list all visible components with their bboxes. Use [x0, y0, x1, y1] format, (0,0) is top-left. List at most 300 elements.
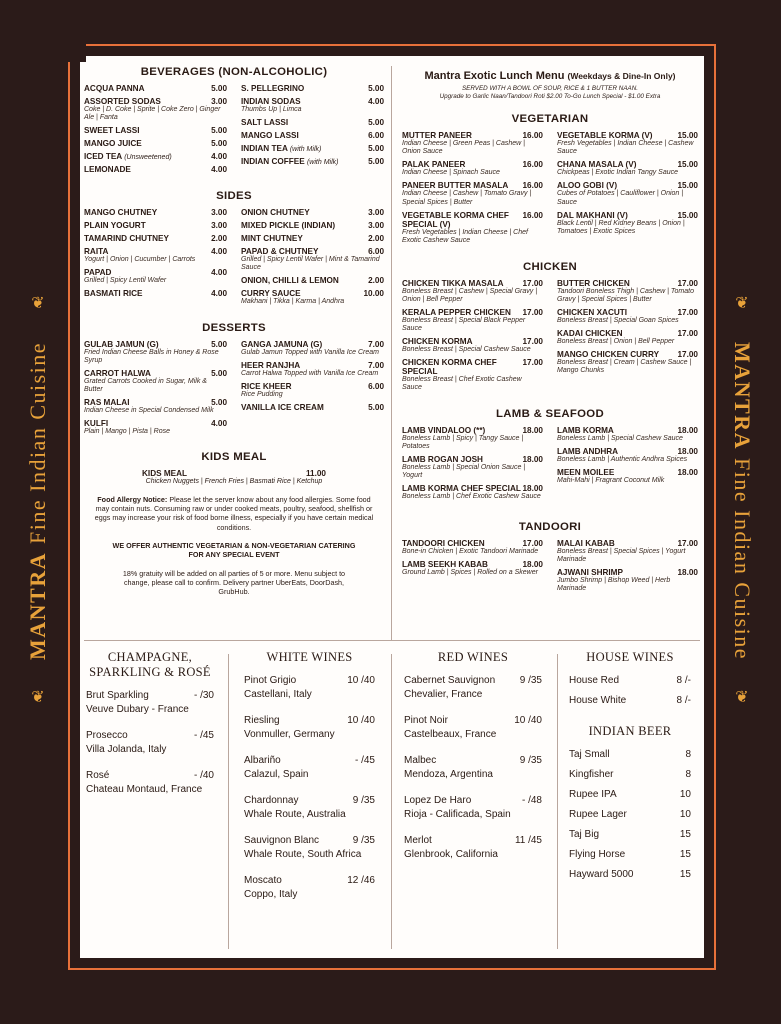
- drink-name: House White: [569, 695, 627, 706]
- wine-origin: Chateau Montaud, France: [86, 784, 203, 795]
- menu-item-price: 18.00: [677, 568, 698, 578]
- menu-item-price: 5.00: [368, 157, 384, 167]
- menu-item-price: 5.00: [368, 403, 384, 413]
- drink-name: Flying Horse: [569, 849, 626, 860]
- champagne-heading: CHAMPAGNE, SPARKLING & ROSÉ: [89, 650, 211, 679]
- vegetarian-heading: VEGETARIAN: [511, 113, 589, 126]
- menu-item-row: [241, 131, 384, 140]
- drink-price: 10: [679, 789, 691, 800]
- wine-name: Brut Sparkling: [86, 690, 149, 701]
- menu-item: [557, 568, 698, 593]
- drink-row: [569, 849, 691, 860]
- drink-name: Taj Big: [569, 829, 600, 840]
- menu-item-name: SWEET LASSI: [84, 126, 140, 136]
- menu-item: [84, 152, 227, 161]
- wine-divider: [391, 654, 392, 949]
- menu-item-row: [84, 369, 227, 378]
- wine-row: [244, 675, 375, 686]
- menu-item: [241, 247, 384, 272]
- menu-item-desc: Coke | D. Coke | Sprite | Coke Zero | Ginger Ale | Fanta: [84, 106, 221, 122]
- menu-item-row: [402, 484, 543, 493]
- tandoori-heading: TANDOORI: [518, 521, 582, 534]
- menu-item-row: [241, 247, 384, 256]
- menu-item-name: BASMATI RICE: [84, 289, 143, 299]
- menu-item: [402, 455, 543, 480]
- wine-name: Pinot Grigio: [244, 675, 297, 686]
- menu-item: [84, 268, 227, 285]
- side-banner-left: [18, 296, 58, 706]
- drink-row: [569, 675, 691, 686]
- menu-item-desc: Boneless Breast | Cashew | Special Gravy | Onion | Bell Pepper: [402, 287, 538, 303]
- kids-item-desc: Chicken Nuggets | French Fries | Basmati Rice | Ketchup: [145, 477, 323, 485]
- menu-item-price: 17.00: [522, 336, 543, 346]
- drink-price: 8 /-: [676, 675, 691, 686]
- menu-item-name: LEMONADE: [84, 165, 131, 175]
- menu-item-name: CHICKEN KORMA: [402, 336, 473, 346]
- wine-item: [244, 795, 375, 820]
- wine-row: [86, 770, 214, 781]
- menu-item-price: 15.00: [677, 160, 698, 170]
- drink-price: 8 /-: [676, 695, 691, 706]
- menu-item-name: CURRY SAUCE: [241, 289, 301, 299]
- menu-item: [402, 426, 543, 451]
- wine-origin: Chevalier, France: [404, 689, 483, 700]
- white-wines-section: [244, 650, 375, 915]
- menu-item-price: 5.00: [368, 118, 384, 128]
- menu-item-name: RAS MALAI: [84, 398, 130, 408]
- drink-name: Kingfisher: [569, 769, 614, 780]
- menu-item: [402, 308, 543, 333]
- wine-name: Lopez De Haro: [404, 795, 472, 806]
- menu-item-desc: Yogurt | Onion | Cucumber | Carrots: [84, 256, 196, 264]
- menu-item: [84, 84, 227, 93]
- menu-item: [402, 181, 543, 206]
- menu-item-name: PAPAD & CHUTNEY: [241, 247, 319, 257]
- menu-item-desc: Chickpeas | Exotic Indian Tangy Sauce: [557, 169, 679, 177]
- menu-item-price: 4.00: [211, 165, 227, 175]
- menu-item-desc: Plain | Mango | Pista | Rose: [84, 428, 170, 436]
- menu-item-desc: Boneless Lamb | Authentic Andhra Spices: [557, 456, 688, 464]
- menu-item-name: CHICKEN KORMA CHEF SPECIAL: [402, 357, 497, 376]
- wine-origin: Rioja - Calificada, Spain: [404, 809, 511, 820]
- drink-name: Rupee IPA: [569, 789, 617, 800]
- menu-item-desc: Grated Carrots Cooked in Sugar, Milk & Butter: [84, 378, 207, 394]
- menu-item: [557, 350, 698, 375]
- menu-item: [402, 560, 543, 577]
- menu-item: [241, 118, 384, 127]
- menu-item: [84, 340, 227, 365]
- menu-item: [557, 447, 698, 464]
- menu-item-row: [84, 208, 227, 217]
- wine-origin: Calazul, Spain: [244, 769, 309, 780]
- menu-item: [402, 337, 543, 354]
- menu-item-row: [84, 152, 227, 161]
- drink-row: [569, 769, 691, 780]
- drink-row: [569, 809, 691, 820]
- menu-item-price: 17.00: [677, 349, 698, 359]
- menu-item: [557, 468, 698, 485]
- wine-row: [404, 675, 542, 686]
- menu-item-price: 4.00: [211, 152, 227, 162]
- champagne-section: [86, 650, 214, 810]
- wine-item: [244, 755, 375, 780]
- menu-item: [84, 97, 227, 122]
- menu-item-name: SALT LASSI: [241, 118, 289, 128]
- menu-item-price: 4.00: [211, 289, 227, 299]
- menu-item-desc: Ground Lamb | Spices | Rolled on a Skewer: [402, 569, 538, 577]
- menu-item-row: [241, 118, 384, 127]
- menu-item-row: [241, 84, 384, 93]
- menu-item-price: 3.00: [368, 221, 384, 231]
- menu-item-note: (with Milk): [306, 159, 339, 167]
- wine-origin: Castellani, Italy: [244, 689, 312, 700]
- menu-item-price: 18.00: [677, 468, 698, 478]
- menu-item-desc: Boneless Lamb | Special Cashew Sauce: [557, 435, 683, 442]
- menu-item-row: [84, 139, 227, 148]
- kids-heading: KIDS MEAL: [201, 450, 267, 463]
- menu-item-price: 17.00: [677, 278, 698, 288]
- menu-item-price: 15.00: [677, 131, 698, 141]
- menu-item-price: 6.00: [368, 247, 384, 257]
- menu-item-name: CARROT HALWA: [84, 369, 151, 379]
- menu-item-name: PALAK PANEER: [402, 160, 466, 170]
- gratuity-notice: 18% gratuity will be added on all parties of 5 or more. Menu subject to change, please call to confirm. Delivery partner UberEats, DoorDash, GrubHub.: [122, 568, 346, 597]
- menu-item-price: 17.00: [677, 539, 698, 549]
- kids-item-name: KIDS MEAL: [142, 468, 188, 478]
- wine-price: 11 /45: [514, 835, 542, 846]
- menu-item-price: 3.00: [211, 97, 227, 106]
- menu-item: [241, 144, 384, 153]
- menu-item-row: [84, 84, 227, 93]
- menu-item-price: 5.00: [211, 84, 227, 93]
- menu-item-name: RAITA: [84, 247, 109, 257]
- menu-item-row: [241, 361, 384, 370]
- menu-item-name: INDIAN TEA: [241, 144, 288, 154]
- menu-item: [241, 340, 384, 357]
- wine-price: - /45: [354, 755, 375, 766]
- menu-item-price: 5.00: [211, 369, 227, 379]
- menu-item: [557, 308, 698, 325]
- wine-item: [86, 690, 214, 715]
- menu-item-desc: Boneless Lamb | Chef Exotic Cashew Sauce: [402, 493, 541, 501]
- menu-item-name: LAMB ANDHRA: [557, 447, 619, 457]
- menu-item-price: 2.00: [211, 234, 227, 244]
- wine-item: [244, 715, 375, 740]
- menu-item: [402, 160, 543, 177]
- menu-item: [402, 358, 543, 392]
- menu-item-name: VEGETABLE KORMA CHEF SPECIAL (V): [402, 210, 509, 229]
- menu-item-desc: Fresh Vegetables | Indian Cheese | Chef Exotic Cashew Sauce: [402, 228, 528, 244]
- menu-item-title: [84, 152, 172, 161]
- menu-item-name: PANEER BUTTER MASALA: [402, 181, 509, 191]
- menu-item: [84, 369, 227, 394]
- menu-item-price: 7.00: [368, 340, 384, 350]
- menu-item-name: ICED TEA: [84, 152, 122, 162]
- menu-item-name: TANDOORI CHICKEN: [402, 539, 485, 549]
- wine-name: Prosecco: [86, 730, 128, 741]
- wine-item: [244, 875, 375, 900]
- menu-item-desc: Fresh Vegetables | Indian Cheese | Cashew Sauce: [557, 140, 694, 156]
- kids-item-price: 11.00: [305, 468, 326, 478]
- menu-item-desc: Black Lentil | Red Kidney Beans | Onion | Tomatoes | Exotic Spices: [557, 219, 685, 235]
- menu-item: [241, 234, 384, 243]
- menu-item-row: [557, 447, 698, 456]
- menu-item-row: [241, 340, 384, 349]
- menu-item-desc: Gulab Jamun Topped with Vanilla Ice Cream: [241, 349, 380, 357]
- menu-item: [241, 403, 384, 412]
- red-wines-section: [404, 650, 542, 875]
- menu-item-price: 3.00: [368, 208, 384, 218]
- menu-item-desc: Boneless Lamb | Spicy | Tangy Sauce | Potatoes: [402, 435, 524, 451]
- menu-item: [241, 361, 384, 378]
- menu-item-row: [557, 350, 698, 359]
- menu-item-row: [84, 221, 227, 230]
- menu-item-desc: Indian Cheese | Cashew | Tomato Gravy | Special Spices | Butter: [402, 190, 532, 206]
- drink-price: 8: [685, 749, 691, 760]
- wine-row: [244, 715, 375, 726]
- menu-item-row: [241, 276, 384, 285]
- menu-item-price: 18.00: [522, 455, 543, 465]
- wine-divider: [557, 654, 558, 949]
- menu-item: [84, 165, 227, 174]
- menu-item: [241, 84, 384, 93]
- menu-item-row: [557, 308, 698, 317]
- drink-row: [569, 829, 691, 840]
- menu-item-name: MEEN MOILEE: [557, 468, 615, 478]
- drink-price: 15: [679, 869, 691, 880]
- menu-item-name: KERALA PEPPER CHICKEN: [402, 307, 511, 317]
- menu-item-row: [557, 539, 698, 548]
- wine-name: Albariño: [244, 755, 281, 766]
- kids-item: [124, 469, 344, 485]
- brand-banner: MANTRA Fine Indian Cuisine: [25, 341, 50, 661]
- wine-price: 10 /40: [514, 715, 542, 726]
- menu-item-row: [402, 131, 543, 140]
- menu-item-title: [241, 144, 321, 153]
- lamb-section: [402, 426, 698, 505]
- menu-item: [84, 398, 227, 415]
- drink-row: [569, 695, 691, 706]
- vegetarian-section: [402, 131, 698, 248]
- side-banner-right: [722, 296, 762, 706]
- menu-item-row: [84, 126, 227, 135]
- ornament-icon: ❦: [31, 295, 45, 312]
- menu-item-row: [557, 568, 698, 577]
- menu-item-row: [557, 211, 698, 220]
- wine-row: [404, 755, 542, 766]
- wine-origin: Whale Route, South Africa: [244, 849, 362, 860]
- menu-item-row: [84, 234, 227, 243]
- menu-item-row: [402, 455, 543, 464]
- menu-item-row: [84, 340, 227, 349]
- menu-item-name: RICE KHEER: [241, 382, 292, 392]
- wine-price: 9 /35: [352, 795, 375, 806]
- wine-name: Riesling: [244, 715, 280, 726]
- menu-item: [557, 160, 698, 177]
- white-wines-heading: WHITE WINES: [266, 650, 353, 664]
- drink-name: Hayward 5000: [569, 869, 634, 880]
- wine-origin: Glenbrook, California: [404, 849, 498, 860]
- menu-item-name: LAMB KORMA: [557, 426, 614, 435]
- menu-item-price: 17.00: [522, 539, 543, 549]
- ornament-icon: ❦: [735, 689, 749, 706]
- menu-item-desc: Boneless Breast | Cream | Cashew Sauce | Mango Chunks: [557, 358, 692, 374]
- menu-item-name: VEGETABLE KORMA (V): [557, 131, 653, 141]
- menu-item-desc: Grilled | Spicy Lentil Wafer: [84, 277, 167, 285]
- menu-item-price: 10.00: [363, 289, 384, 299]
- menu-item-price: 4.00: [211, 419, 227, 429]
- menu-item-desc: Grilled | Spicy Lentil Wafer | Mint & Tamarind Sauce: [241, 256, 380, 272]
- menu-item-name: GULAB JAMUN (G): [84, 340, 159, 350]
- menu-item-name: DAL MAKHANI (V): [557, 210, 628, 220]
- menu-item-desc: Rice Pudding: [241, 391, 283, 399]
- sides-section: [84, 208, 384, 310]
- menu-item-desc: Tandoori Boneless Thigh | Cashew | Tomato Gravy | Special Spices | Butter: [557, 287, 694, 303]
- wine-item: [86, 770, 214, 795]
- menu-item: [84, 247, 227, 264]
- wine-name: Sauvignon Blanc: [244, 835, 320, 846]
- menu-item: [241, 382, 384, 399]
- menu-item-desc: Thumbs Up | Limca: [241, 106, 302, 113]
- menu-item-name: PLAIN YOGURT: [84, 221, 146, 231]
- wine-price: 12 /46: [347, 875, 375, 886]
- wine-row: [244, 795, 375, 806]
- menu-item-row: [84, 247, 227, 256]
- menu-item: [402, 279, 543, 304]
- wine-name: Pinot Noir: [404, 715, 448, 726]
- menu-item: [402, 484, 543, 501]
- wine-name: Rosé: [86, 770, 110, 781]
- wine-divider: [228, 654, 229, 949]
- drink-name: House Red: [569, 675, 620, 686]
- menu-item-price: 16.00: [522, 131, 543, 141]
- wine-item: [244, 675, 375, 700]
- wine-price: - /30: [193, 690, 214, 701]
- wine-item: [404, 835, 542, 860]
- menu-item-row: [241, 382, 384, 391]
- wine-price: - /40: [193, 770, 214, 781]
- section-divider: [84, 640, 700, 641]
- menu-item-price: 17.00: [677, 328, 698, 338]
- wine-name: Merlot: [404, 835, 432, 846]
- ornament-icon: ❦: [31, 689, 45, 706]
- wine-name: Malbec: [404, 755, 437, 766]
- menu-item: [241, 289, 384, 306]
- menu-item-row: [402, 426, 543, 435]
- house-wines-heading: HOUSE WINES: [586, 650, 674, 664]
- menu-item-row: [241, 234, 384, 243]
- menu-item-row: [241, 403, 384, 412]
- menu-item: [241, 97, 384, 114]
- menu-item-row: [557, 329, 698, 338]
- menu-item: [557, 211, 698, 236]
- wine-price: - /48: [521, 795, 542, 806]
- beverages-heading: BEVERAGES (NON-ALCOHOLIC): [140, 66, 328, 78]
- lunch-upgrade: Upgrade to Garlic Naan/Tandoori Roti $2.00 To-Go Lunch Special - $1.00 Extra: [439, 93, 661, 101]
- ornament-icon: ❦: [735, 295, 749, 312]
- menu-item-price: 6.00: [368, 131, 384, 141]
- menu-item: [557, 329, 698, 346]
- menu-item-price: 17.00: [522, 307, 543, 317]
- menu-item: [241, 157, 384, 166]
- menu-item-name: CHANA MASALA (V): [557, 160, 637, 170]
- menu-item: [241, 131, 384, 140]
- menu-item-name: MANGO CHICKEN CURRY: [557, 349, 660, 359]
- menu-item: [84, 221, 227, 230]
- wine-name: Cabernet Sauvignon: [404, 675, 496, 686]
- menu-item-price: 3.00: [211, 208, 227, 218]
- menu-item-price: 5.00: [211, 398, 227, 408]
- menu-item-note: (with Milk): [289, 146, 322, 154]
- menu-item-row: [241, 144, 384, 153]
- wine-price: - /45: [193, 730, 214, 741]
- menu-item-row: [84, 165, 227, 174]
- menu-item-name: LAMB SEEKH KABAB: [402, 560, 488, 570]
- tandoori-section: [402, 539, 698, 597]
- right-column: [402, 70, 698, 597]
- menu-item: [402, 131, 543, 156]
- wine-item: [404, 795, 542, 820]
- menu-item-name: ONION, CHILLI & LEMON: [241, 276, 339, 286]
- menu-item-row: [402, 211, 543, 229]
- desserts-section: [84, 340, 384, 440]
- column-divider: [391, 66, 392, 640]
- menu-item-price: 7.00: [368, 361, 384, 371]
- menu-item-price: 3.00: [211, 221, 227, 231]
- menu-item-name: VANILLA ICE CREAM: [241, 403, 324, 413]
- menu-item-name: ACQUA PANNA: [84, 84, 145, 93]
- menu-item-desc: Indian Cheese | Spinach Sauce: [402, 169, 500, 177]
- wine-origin: Villa Jolanda, Italy: [86, 744, 167, 755]
- drink-price: 15: [679, 829, 691, 840]
- menu-item-desc: Boneless Lamb | Special Onion Sauce | Yogurt: [402, 464, 526, 480]
- wine-item: [404, 675, 542, 700]
- menu-item-name: MANGO JUICE: [84, 139, 142, 149]
- menu-item-note: (Unsweetened): [124, 154, 172, 162]
- menu-item-name: MALAI KABAB: [557, 539, 615, 549]
- wine-row: [404, 835, 542, 846]
- menu-item-row: [402, 308, 543, 317]
- menu-item: [84, 234, 227, 243]
- menu-item-price: 2.00: [368, 234, 384, 244]
- menu-item-desc: Boneless Breast | Special Spices | Yogurt Marinade: [557, 548, 686, 564]
- menu-item: [241, 221, 384, 230]
- menu-item-name: ONION CHUTNEY: [241, 208, 310, 218]
- left-column: [84, 66, 384, 597]
- wine-price: 9 /35: [519, 675, 542, 686]
- menu-item-name: MIXED PICKLE (INDIAN): [241, 221, 336, 231]
- menu-item: [402, 211, 543, 245]
- menu-item-price: 18.00: [522, 560, 543, 570]
- menu-item-name: CHICKEN TIKKA MASALA: [402, 278, 504, 288]
- wine-item: [404, 755, 542, 780]
- chicken-heading: CHICKEN: [523, 260, 577, 273]
- red-wines-heading: RED WINES: [437, 650, 509, 664]
- menu-item-row: [557, 426, 698, 435]
- menu-item-desc: Boneless Breast | Chef Exotic Cashew Sauce: [402, 375, 522, 391]
- menu-item-name: TAMARIND CHUTNEY: [84, 234, 169, 244]
- menu-item-name: KULFI: [84, 419, 109, 429]
- menu-item-price: 17.00: [522, 278, 543, 288]
- menu-item-desc: Indian Cheese in Special Condensed Milk: [84, 407, 214, 415]
- menu-item: [402, 539, 543, 556]
- menu-item-row: [557, 131, 698, 140]
- menu-item-price: 5.00: [368, 144, 384, 154]
- menu-item-price: 5.00: [211, 126, 227, 136]
- menu-item-price: 4.00: [211, 247, 227, 257]
- menu-item-row: [402, 560, 543, 569]
- menu-item-price: 15.00: [677, 210, 698, 220]
